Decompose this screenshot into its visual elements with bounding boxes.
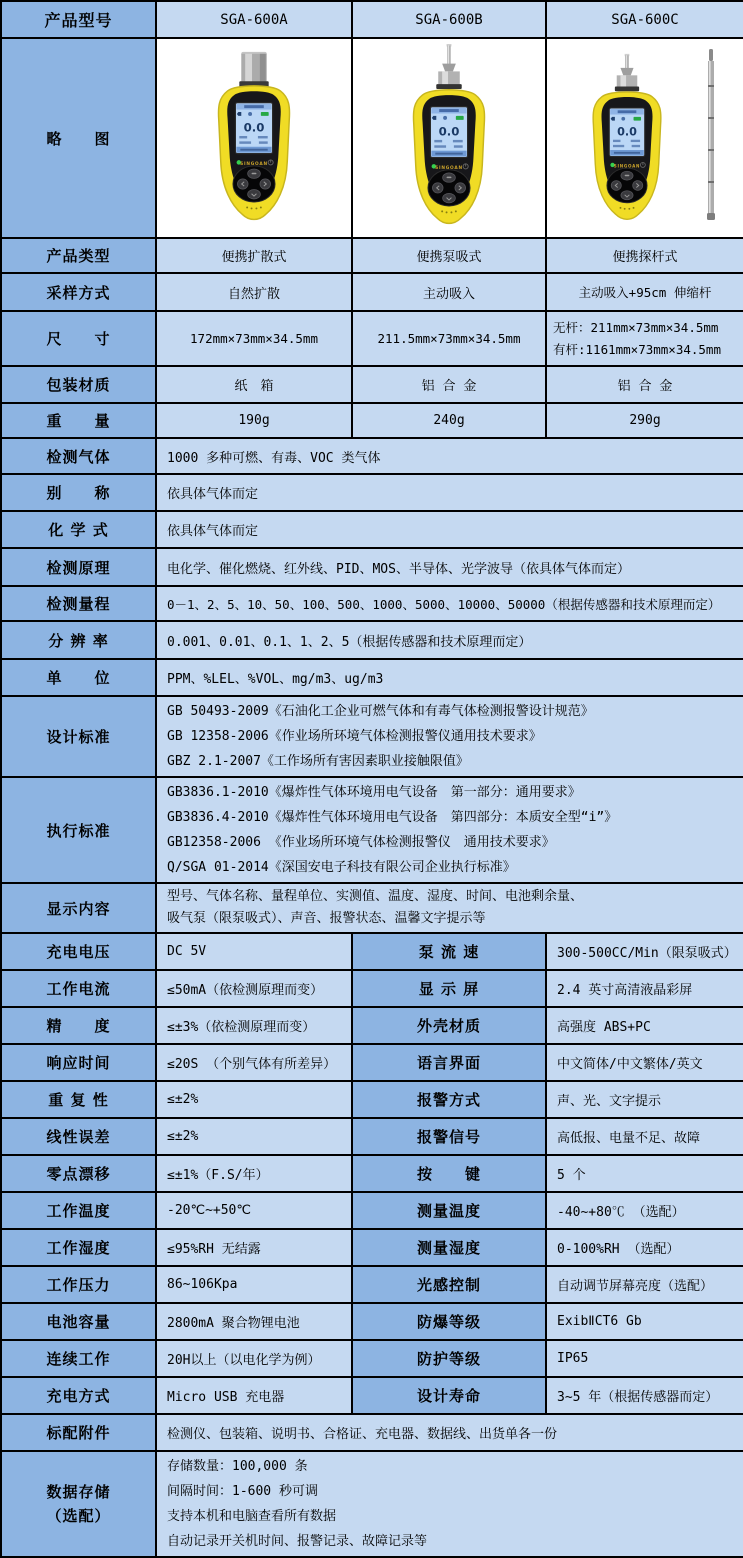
- spec-value: 主动吸入: [352, 273, 546, 311]
- spec-value: 1000 多种可燃、有毒、VOC 类气体: [156, 438, 743, 474]
- table-row: [1, 511, 743, 548]
- spec-label: 零点漂移: [1, 1155, 156, 1192]
- spec-label: 化 学 式: [1, 511, 156, 548]
- spec-label: 显示内容: [1, 883, 156, 933]
- standard-line: GBZ 2.1-2007《工作场所有害因素职业接触限值》: [167, 754, 469, 769]
- standard-line: GB3836.1-2010《爆炸性气体环境用电气设备 第一部分：通用要求》: [167, 785, 581, 800]
- spec-label: 精 度: [1, 1007, 156, 1044]
- spec-label: 充电方式: [1, 1377, 156, 1414]
- spec-value: ≤50mA（依检测原理而变）: [156, 970, 352, 1007]
- spec-value: -20℃~+50℃: [156, 1192, 352, 1229]
- spec-value: [156, 883, 743, 933]
- storage-line: 支持本机和电脑查看所有数据: [167, 1509, 337, 1524]
- spec-value: 211.5mm×73mm×34.5mm: [352, 311, 546, 366]
- table-row-accessories: [1, 1414, 743, 1451]
- storage-line: 存储数量：100,000 条: [167, 1459, 308, 1474]
- spec-value: 依具体气体而定: [156, 474, 743, 511]
- spec-value: 便携泵吸式: [352, 238, 546, 273]
- table-row-data-storage: [1, 1451, 743, 1557]
- spec-value: 190g: [156, 403, 352, 438]
- table-row: [1, 1377, 743, 1414]
- spec-value: 0－1、2、5、10、50、100、500、1000、5000、10000、50000（根据传感器和技术原理而定）: [156, 586, 743, 621]
- table-row: [1, 1303, 743, 1340]
- spec-label: 报警信号: [352, 1118, 546, 1155]
- spec-value: ≤±2%: [156, 1118, 352, 1155]
- table-row: [1, 1081, 743, 1118]
- spec-label: 线性误差: [1, 1118, 156, 1155]
- spec-label: 测量温度: [352, 1192, 546, 1229]
- spec-label: 尺 寸: [1, 311, 156, 366]
- table-row: [1, 970, 743, 1007]
- spec-label: 工作温度: [1, 1192, 156, 1229]
- spec-value: 检测仪、包装箱、说明书、合格证、充电器、数据线、出货单各一份: [156, 1414, 743, 1451]
- standard-line: GB 12358-2006《作业场所环境气体检测报警仪通用技术要求》: [167, 729, 542, 744]
- spec-value: 高低报、电量不足、故障: [546, 1118, 743, 1155]
- table-row: [1, 659, 743, 696]
- table-row: [1, 273, 743, 311]
- spec-value: PPM、%LEL、%VOL、mg/m3、ug/m3: [156, 659, 743, 696]
- model-name-b: SGA-600B: [352, 1, 546, 38]
- display-line: 吸气泵（限泵吸式）、声音、报警状态、温馨文字提示等: [167, 911, 486, 926]
- spec-value: 便携扩散式: [156, 238, 352, 273]
- standard-line: GB12358-2006 《作业场所环境气体检测报警仪 通用技术要求》: [167, 835, 555, 850]
- spec-label: 响应时间: [1, 1044, 156, 1081]
- spec-label: 单 位: [1, 659, 156, 696]
- spec-value: 5 个: [546, 1155, 743, 1192]
- spec-value: 声、光、文字提示: [546, 1081, 743, 1118]
- spec-label: 光感控制: [352, 1266, 546, 1303]
- spec-value: 3~5 年（根据传感器而定）: [546, 1377, 743, 1414]
- spec-label: 分 辨 率: [1, 621, 156, 659]
- spec-value: 便携探杆式: [546, 238, 743, 273]
- sketch-cell-c: [546, 38, 743, 238]
- spec-value: 自然扩散: [156, 273, 352, 311]
- spec-value: 依具体气体而定: [156, 511, 743, 548]
- table-row-display-content: [1, 883, 743, 933]
- table-row: [1, 366, 743, 403]
- sketch-cell-a: [156, 38, 352, 238]
- device-photo-sga-600c: [571, 45, 683, 227]
- spec-value: 高强度 ABS+PC: [546, 1007, 743, 1044]
- spec-label: 防爆等级: [352, 1303, 546, 1340]
- spec-value: 240g: [352, 403, 546, 438]
- spec-value: IP65: [546, 1340, 743, 1377]
- table-row: [1, 621, 743, 659]
- spec-value: 86~106Kpa: [156, 1266, 352, 1303]
- spec-value: 中文简体/中文繁体/英文: [546, 1044, 743, 1081]
- spec-label: 检测原理: [1, 548, 156, 586]
- spec-value: -40~+80℃ （选配）: [546, 1192, 743, 1229]
- spec-value: 0-100%RH （选配）: [546, 1229, 743, 1266]
- spec-value: 290g: [546, 403, 743, 438]
- spec-value: ≤±1%（F.S/年）: [156, 1155, 352, 1192]
- size-line-without-rod: 无杆：211mm×73mm×34.5mm: [553, 319, 719, 335]
- storage-label-line: （选配）: [46, 1507, 111, 1525]
- spec-label: 测量湿度: [352, 1229, 546, 1266]
- table-row-sketch: [1, 38, 743, 238]
- model-name-a: SGA-600A: [156, 1, 352, 38]
- spec-value: [156, 1451, 743, 1557]
- spec-value: [546, 311, 743, 366]
- table-row: [1, 1340, 743, 1377]
- spec-value: DC 5V: [156, 933, 352, 970]
- spec-value: 铝 合 金: [546, 366, 743, 403]
- spec-label: 按 键: [352, 1155, 546, 1192]
- table-row: [1, 403, 743, 438]
- storage-label-line: 数据存储: [46, 1483, 111, 1501]
- table-row: [1, 311, 743, 366]
- table-row: [1, 933, 743, 970]
- table-row: [1, 1044, 743, 1081]
- spec-label: 检测气体: [1, 438, 156, 474]
- table-row-design-standards: [1, 696, 743, 777]
- spec-value: [156, 696, 743, 777]
- spec-label: [1, 1451, 156, 1557]
- spec-label: 重 复 性: [1, 1081, 156, 1118]
- spec-value: ≤±3%（依检测原理而变）: [156, 1007, 352, 1044]
- spec-value: ≤±2%: [156, 1081, 352, 1118]
- table-row: [1, 438, 743, 474]
- spec-value: ≤20S （个别气体有所差异）: [156, 1044, 352, 1081]
- sketch-cell-b: [352, 38, 546, 238]
- spec-label: 工作压力: [1, 1266, 156, 1303]
- device-photo-sga-600a: [195, 44, 313, 228]
- spec-label: 电池容量: [1, 1303, 156, 1340]
- spec-label: 报警方式: [352, 1081, 546, 1118]
- table-row-header: [1, 1, 743, 38]
- table-row: [1, 548, 743, 586]
- spec-value: 自动调节屏幕亮度（选配）: [546, 1266, 743, 1303]
- spec-value: 2.4 英寸高清液晶彩屏: [546, 970, 743, 1007]
- spec-value: 172mm×73mm×34.5mm: [156, 311, 352, 366]
- spec-label: 连续工作: [1, 1340, 156, 1377]
- model-name-c: SGA-600C: [546, 1, 743, 38]
- spec-value: 0.001、0.01、0.1、1、2、5（根据传感器和技术原理而定）: [156, 621, 743, 659]
- table-row: [1, 1007, 743, 1044]
- spec-label: 工作湿度: [1, 1229, 156, 1266]
- header-label: 产品型号: [1, 1, 156, 38]
- spec-value: ExibⅡCT6 Gb: [546, 1303, 743, 1340]
- table-row: [1, 1192, 743, 1229]
- spec-label: 采样方式: [1, 273, 156, 311]
- storage-line: 间隔时间：1-600 秒可调: [167, 1484, 318, 1499]
- display-line: 型号、气体名称、量程单位、实测值、温度、湿度、时间、电池剩余量、: [167, 889, 584, 904]
- table-row: [1, 1229, 743, 1266]
- storage-line: 自动记录开关机时间、报警记录、故障记录等: [167, 1534, 428, 1549]
- spec-value: Micro USB 充电器: [156, 1377, 352, 1414]
- spec-label: 重 量: [1, 403, 156, 438]
- spec-label: 设计标准: [1, 696, 156, 777]
- spec-label: 标配附件: [1, 1414, 156, 1451]
- table-row: [1, 474, 743, 511]
- spec-label: 防护等级: [352, 1340, 546, 1377]
- sketch-label: 略 图: [1, 38, 156, 238]
- spec-value: ≤95%RH 无结露: [156, 1229, 352, 1266]
- table-row: [1, 586, 743, 621]
- standard-line: GB3836.4-2010《爆炸性气体环境用电气设备 第四部分：本质安全型“i”》: [167, 810, 618, 825]
- spec-label: 语言界面: [352, 1044, 546, 1081]
- spec-label: 别 称: [1, 474, 156, 511]
- spec-label: 设计寿命: [352, 1377, 546, 1414]
- spec-value: 300-500CC/Min（限泵吸式）: [546, 933, 743, 970]
- spec-value: 主动吸入+95cm 伸缩杆: [546, 273, 743, 311]
- spec-label: 外壳材质: [352, 1007, 546, 1044]
- device-photo-sga-600b: [390, 44, 508, 228]
- standard-line: GB 50493-2009《石油化工企业可燃气体和有毒气体检测报警设计规范》: [167, 704, 594, 719]
- spec-value: 纸 箱: [156, 366, 352, 403]
- standard-line: Q/SGA 01-2014《深国安电子科技有限公司企业执行标准》: [167, 860, 516, 875]
- table-row: [1, 1155, 743, 1192]
- spec-label: 执行标准: [1, 777, 156, 883]
- spec-value: 铝 合 金: [352, 366, 546, 403]
- spec-value: 20H以上（以电化学为例）: [156, 1340, 352, 1377]
- spec-label: 充电电压: [1, 933, 156, 970]
- spec-label: 工作电流: [1, 970, 156, 1007]
- spec-value: [156, 777, 743, 883]
- spec-value: 2800mA 聚合物锂电池: [156, 1303, 352, 1340]
- size-line-with-rod: 有杆:1161mm×73mm×34.5mm: [553, 341, 721, 357]
- spec-label: 显 示 屏: [352, 970, 546, 1007]
- spec-label: 检测量程: [1, 586, 156, 621]
- spec-label: 包装材质: [1, 366, 156, 403]
- telescopic-rod-image: [703, 45, 719, 223]
- table-row-exec-standards: [1, 777, 743, 883]
- spec-value: 电化学、催化燃烧、红外线、PID、MOS、半导体、光学波导（依具体气体而定）: [156, 548, 743, 586]
- table-row: [1, 1266, 743, 1303]
- spec-label: 产品类型: [1, 238, 156, 273]
- spec-label: 泵 流 速: [352, 933, 546, 970]
- table-row: [1, 238, 743, 273]
- table-row: [1, 1118, 743, 1155]
